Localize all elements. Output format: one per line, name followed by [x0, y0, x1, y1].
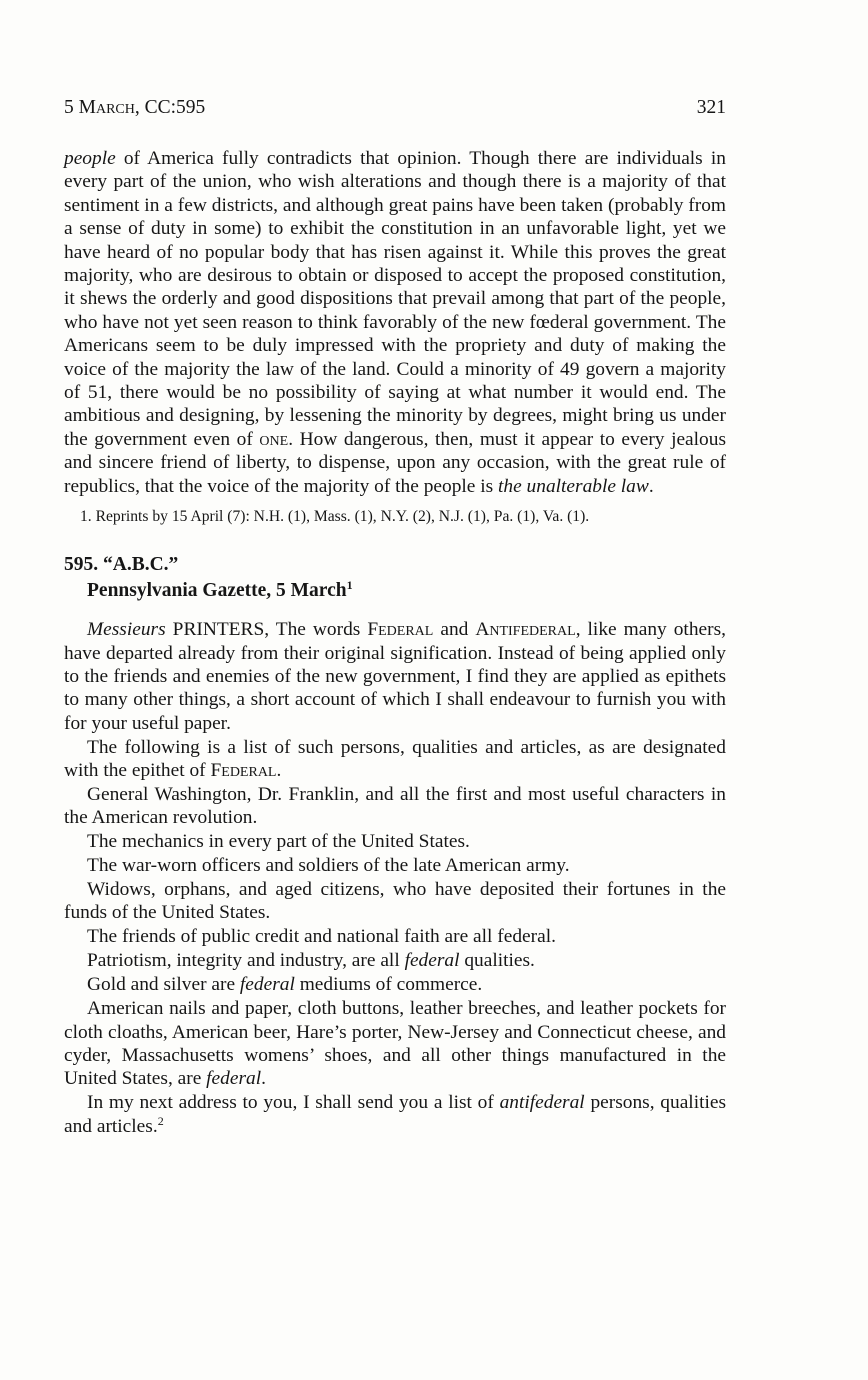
word-federal: Federal [367, 619, 434, 641]
running-head-date-ref: 5 March, CC:595 [64, 97, 206, 118]
closing-italic-phrase: the unalterable law [498, 475, 649, 497]
small-caps-one: one [259, 428, 289, 450]
paragraph-11 [64, 1091, 726, 1138]
footnote-marker-2: 2 [157, 1113, 164, 1128]
running-head [64, 93, 726, 123]
document-heading [64, 552, 726, 604]
continued-text-part-2: . How dangerous, then, must it appear to every jealous and sincere friend of liberty, to dispense, upon any occasion, with the great rule of republics, that the voice of the majority of the people is [64, 428, 726, 497]
paragraph-9-text-a: Gold and silver are [87, 974, 240, 996]
continued-text-part-1: of America fully contradicts that opinion. Though there are individuals in every part of the union, who wish alterations and though there is a majority of that sentiment in a few districts, and although great pains have been taken (probably from a sense of duty in some) to exhibit the constitution in an unfavorable light, yet we have heard of no popular body that has risen against it. While this proves the great majority, who are desirous to obtain or disposed to accept the proposed constitution, it shews the orderly and good dispositions that prevail among that part of the people, who have not yet seen reason to think favorably of the new fœderal government. The Americans seem to be duly impressed with the propriety and duty of making the voice of the majority the law of the land. Could a minority of 49 govern a majority of 51, there would be no possibility of saying at what number it would end. The ambitious and designing, by lessening the minority by degrees, might bring us under the government even of [64, 148, 726, 450]
continued-text-block [64, 147, 726, 498]
paragraph-5: The war-worn officers and soldiers of the late American army. [87, 855, 570, 877]
paragraph-3: General Washington, Dr. Franklin, and all the first and most useful characters in the American revolution. [64, 783, 726, 829]
page-number: 321 [696, 97, 726, 118]
word-antifederal: Antifederal [475, 619, 576, 641]
paragraph-11-text-a: In my next address to you, I shall send you a list of [87, 1092, 500, 1114]
document-number-title: 595. “A.B.C.” [64, 554, 179, 576]
salutation: Messieurs [87, 619, 166, 641]
paragraph-11-text-b: persons, qualities and articles. [64, 1092, 727, 1137]
paragraph-4: The mechanics in every part of the United States. [87, 831, 470, 853]
paragraph-6: Widows, orphans, and aged citizens, who have deposited their fortunes in the funds of the United States. [64, 879, 726, 924]
document-source: Pennsylvania Gazette, 5 March [87, 580, 347, 602]
paragraph-10-text-a: American nails and paper, cloth buttons, leather breeches, and leather pockets for cloth cloaths, American beer, Hare’s porter, New-Jersey and Connecticut cheese, and cyder, Massachusetts womens’ shoes, and all other things manufactured in the United States, are [64, 998, 726, 1090]
paragraph-1-text-b: and [433, 619, 476, 641]
paragraph-10-text-b: . [261, 1068, 266, 1090]
paragraph-7: The friends of public credit and national faith are all federal. [87, 926, 556, 948]
paragraph-10 [64, 997, 726, 1091]
paragraph-8-italic: federal [404, 950, 460, 972]
paragraph-2 [64, 736, 726, 783]
book-page [64, 93, 726, 1138]
paragraph-8-text-b: qualities. [459, 950, 535, 972]
paragraph-1 [64, 618, 726, 735]
word-federal-2: Federal [210, 760, 277, 782]
footnote-reprints: 1. Reprints by 15 April (7): N.H. (1), Mass. (1), N.Y. (2), N.J. (1), Pa. (1), Va. (1). [80, 508, 590, 526]
source-note-marker: 1 [346, 578, 353, 593]
document-body [64, 618, 726, 1138]
paragraph-1-text-c: , like many others, have departed already from their original signification. Instead of being applied only to the friends and enemies of the new government, I find they are applied as epithets to many other things, a short account of which I shall endeavour to furnish you with for your useful paper. [64, 619, 726, 734]
paragraph-8-text-a: Patriotism, integrity and industry, are all [87, 950, 405, 972]
paragraph-9 [64, 973, 726, 996]
paragraph-2-text-b: . [276, 760, 282, 782]
paragraph-11-italic: antifederal [499, 1092, 585, 1114]
paragraph-9-italic: federal [239, 974, 295, 996]
continued-paragraph [64, 147, 726, 498]
paragraph-8 [64, 949, 726, 972]
paragraph-2-text-a: The following is a list of such persons, qualities and articles, as are designated with the epithet of [64, 736, 726, 782]
paragraph-10-italic: federal [206, 1068, 262, 1090]
closing-punctuation: . [648, 475, 654, 497]
paragraph-9-text-b: mediums of commerce. [294, 974, 483, 996]
lead-word: people [64, 148, 116, 169]
paragraph-1-text-a: PRINTERS, The words [165, 619, 368, 641]
document-source-line [64, 578, 726, 604]
